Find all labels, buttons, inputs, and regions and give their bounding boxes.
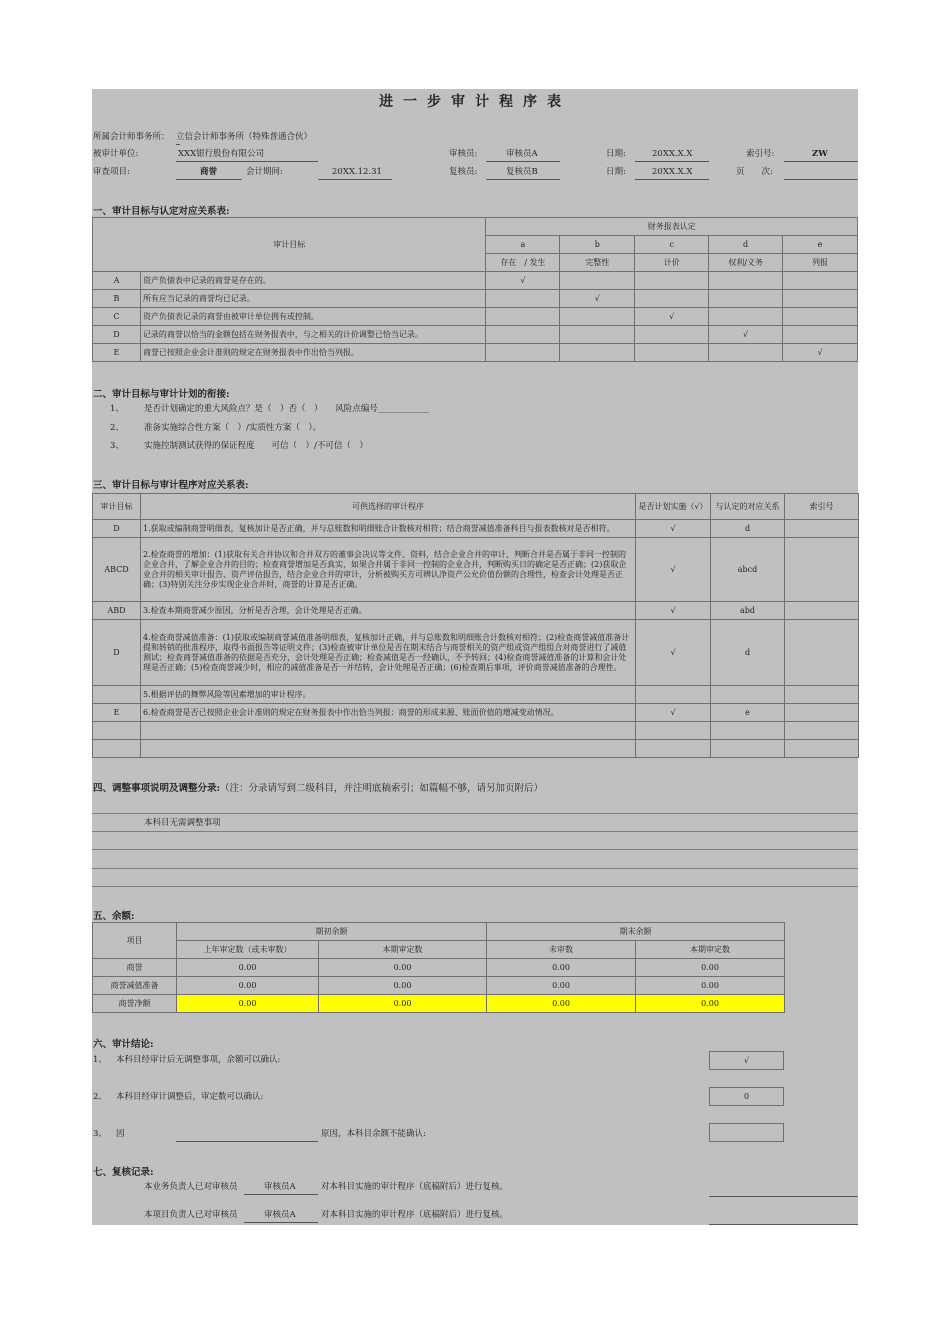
section2-title: 二、审计目标与审计计划的衔接: [93, 389, 230, 400]
procedure-row [93, 602, 859, 620]
row-mark [560, 272, 635, 290]
proc-goal: ABD [93, 602, 141, 620]
relation-header: 与认定的对应关系 [711, 494, 785, 520]
proc-index [785, 520, 859, 538]
s6-text-2: 本科目经审计调整后，审定数可以确认: [116, 1092, 264, 1102]
proc-relation [711, 722, 785, 740]
firm-label: 所属会计师事务所： [93, 132, 170, 142]
balance-name: 商誉 [93, 959, 177, 977]
adjust-line-1 [92, 813, 858, 814]
row-mark [709, 290, 783, 308]
procedure-row [93, 740, 859, 758]
procedure-row [93, 620, 859, 686]
balance-value: 0.00 [177, 977, 319, 995]
proc-goal: E [93, 704, 141, 722]
section4-title-text: 四、调整事项说明及调整分录: [93, 783, 221, 794]
balance-value: 0.00 [636, 959, 785, 977]
s6-num-3: 3、 [93, 1129, 107, 1139]
row-mark [783, 326, 858, 344]
proc-index [785, 686, 859, 704]
s2-num-1: 1、 [110, 404, 124, 414]
proc-text: 3.检查本期商誉减少原因，分析是否合理，会计处理是否正确。 [141, 602, 636, 620]
s6-text-1: 本科目经审计后无调整事项，余额可以确认: [116, 1055, 281, 1065]
row-mark [783, 308, 858, 326]
firm-value: 立信会计师事务所（特殊普通合伙） [176, 132, 313, 142]
section3-title: 三、审计目标与审计程序对应关系表: [93, 480, 249, 491]
closing-header: 期末余额 [487, 923, 785, 941]
row-mark [635, 290, 709, 308]
review-line2-post: 对本科目实施的审计程序（底稿附后）进行复核。 [321, 1210, 509, 1220]
proc-text: 6.检查商誉是否已按照企业会计准则的规定在财务报表中作出恰当列报：商誉的形成来源、账面价值的增减变动情况。 [141, 704, 636, 722]
s2-item-2: 准备实施综合性方案（ ）/实质性方案（ ）。 [144, 423, 322, 433]
row-mark [709, 308, 783, 326]
date2-label: 日期: [606, 167, 626, 177]
row-mark [486, 326, 560, 344]
letter-c: c [635, 236, 709, 254]
balance-table [92, 922, 785, 1013]
assertion-completeness: 完整性 [560, 254, 635, 272]
row-code: A [93, 272, 141, 290]
s2-num-2: 2、 [110, 423, 124, 433]
letter-e: e [783, 236, 858, 254]
procedure-table [92, 493, 859, 758]
review-line1-post: 对本科目实施的审计程序（底稿附后）进行复核。 [321, 1182, 509, 1192]
proc-goal [93, 740, 141, 758]
letter-a: a [486, 236, 560, 254]
balance-value: 0.00 [319, 977, 487, 995]
s6-num-1: 1、 [93, 1055, 107, 1065]
proc-plan: √ [636, 620, 711, 686]
sub-col-2: 本期审定数 [319, 941, 487, 959]
balance-value: 0.00 [487, 959, 636, 977]
row-goal-text: 记录的商誉以恰当的金额包括在财务报表中，与之相关的计价调整已恰当记录。 [140, 326, 486, 344]
section1-title: 一、审计目标与认定对应关系表: [93, 206, 230, 217]
sub-col-3: 未审数 [487, 941, 636, 959]
row-mark [709, 344, 783, 362]
s2-item-3: 实施控制测试获得的保证程度 可信（ ）/不可信（ ） [144, 441, 368, 451]
proc-plan: √ [636, 704, 711, 722]
row-mark [486, 308, 560, 326]
row-mark [486, 290, 560, 308]
row-mark [783, 290, 858, 308]
procedure-row [93, 686, 859, 704]
assertion-rights: 权利/义务 [709, 254, 783, 272]
letter-b: b [560, 236, 635, 254]
item-label: 审查项目: [93, 167, 130, 177]
assertion-presentation: 列报 [783, 254, 858, 272]
s6-text-3: 因 [116, 1129, 125, 1139]
period-value: 20XX.12.31 [332, 167, 382, 177]
assertion-group-header: 财务报表认定 [486, 218, 858, 236]
auditor-label: 审核员: [449, 149, 478, 159]
proc-index [785, 704, 859, 722]
proc-index-header: 索引号 [785, 494, 859, 520]
proc-plan [636, 740, 711, 758]
row-goal-text: 资产负债表中记录的商誉是存在的。 [140, 272, 486, 290]
row-mark [560, 344, 635, 362]
row-code: B [93, 290, 141, 308]
adjust-line-4 [92, 868, 858, 869]
proc-relation: abd [711, 602, 785, 620]
adjust-text: 本科目无需调整事项 [144, 818, 221, 828]
proc-relation: abcd [711, 538, 785, 602]
balance-value: 0.00 [487, 977, 636, 995]
page-label: 页 次: [736, 167, 773, 177]
balance-value: 0.00 [636, 977, 785, 995]
balance-value: 0.00 [177, 995, 319, 1013]
procedure-row [93, 520, 859, 538]
s6-text-3b: 原因，本科目余额不能确认: [321, 1129, 426, 1139]
proc-index [785, 740, 859, 758]
proc-plan: √ [636, 602, 711, 620]
balance-row [93, 959, 785, 977]
assertion-row [93, 290, 858, 308]
adjust-line-3 [92, 849, 858, 850]
assertion-valuation: 计价 [635, 254, 709, 272]
proc-goal: D [93, 620, 141, 686]
assertion-existence: 存在 / 发生 [486, 254, 560, 272]
proc-text: 2.检查商誉的增加：(1)获取有关合并协议和合并双方的董事会决议等文件、资料，结合企业合并的审计，判断合并是否属于非同一控制的企业合并，了解企业合并的目的；检查商誉增加是否真实，如果合并属于非同一控制的企业合并，判断购买日的确定是否正确；(2)获取企业合并的相关审计报告、资产评估报告，结合企业合并的审计，分析被购买方可辨认净资产公允价值份额的合理性，检查会计处理是否正确；(3)特别关注分步实现企业合并时，商誉的计算是否正确。 [141, 538, 636, 602]
opening-header: 期初余额 [177, 923, 487, 941]
balance-value: 0.00 [319, 959, 487, 977]
balance-value: 0.00 [319, 995, 487, 1013]
assertion-row [93, 344, 858, 362]
proc-index [785, 722, 859, 740]
proc-plan: √ [636, 520, 711, 538]
proc-text: 1.获取或编制商誉明细表，复核加计是否正确，并与总账数和明细账合计数核对相符；结合商誉减值准备科目与报表数核对是否相符。 [141, 520, 636, 538]
date2-value: 20XX.X.X [652, 167, 693, 177]
s2-item-1: 是否计划确定的重大风险点？是（ ）否（ ） 风险点编号____________ [144, 404, 429, 414]
balance-value: 0.00 [487, 995, 636, 1013]
proc-relation: d [711, 520, 785, 538]
section4-title [93, 780, 543, 794]
conclusion-box-2: 0 [709, 1087, 784, 1106]
row-mark: √ [486, 272, 560, 290]
row-mark [635, 326, 709, 344]
row-mark [560, 308, 635, 326]
proc-goal: D [93, 520, 141, 538]
conclusion-box-3 [709, 1123, 784, 1142]
balance-item-header: 项目 [93, 923, 177, 959]
section5-title: 五、余额: [93, 911, 135, 922]
auditor-value: 审核员A [506, 149, 538, 159]
balance-row [93, 995, 785, 1013]
assertion-table [92, 217, 858, 362]
row-code: D [93, 326, 141, 344]
reviewer-label: 复核员: [449, 167, 478, 177]
row-code: E [93, 344, 141, 362]
proc-goal-header: 审计目标 [93, 494, 141, 520]
entity-value: XXX银行股份有限公司 [178, 149, 265, 159]
balance-value: 0.00 [177, 959, 319, 977]
row-mark [783, 272, 858, 290]
procedure-row [93, 538, 859, 602]
adjust-line-2 [92, 831, 858, 832]
balance-row [93, 977, 785, 995]
proc-relation: d [711, 620, 785, 686]
row-mark: √ [635, 308, 709, 326]
row-mark [486, 344, 560, 362]
conclusion-box-1: √ [709, 1051, 784, 1070]
row-mark: √ [709, 326, 783, 344]
row-mark [635, 344, 709, 362]
procedure-row [93, 704, 859, 722]
row-goal-text: 资产负债表记录的商誉由被审计单位拥有或控制。 [140, 308, 486, 326]
proc-plan: √ [636, 538, 711, 602]
plan-header: 是否计划实施（√） [636, 494, 711, 520]
row-mark [635, 272, 709, 290]
proc-plan [636, 722, 711, 740]
proc-index [785, 620, 859, 686]
proc-goal: ABCD [93, 538, 141, 602]
row-mark: √ [783, 344, 858, 362]
proc-header: 可供选择的审计程序 [141, 494, 636, 520]
section6-title: 六、审计结论: [93, 1039, 154, 1050]
row-goal-text: 所有应当记录的商誉均已记录。 [140, 290, 486, 308]
assertion-row [93, 308, 858, 326]
proc-index [785, 602, 859, 620]
date-label: 日期: [606, 149, 626, 159]
row-mark: √ [560, 290, 635, 308]
proc-text [141, 722, 636, 740]
procedure-row [93, 722, 859, 740]
section4-note: （注：分录请写到二级科目，并注明底稿索引；如篇幅不够，请另加页附后） [220, 783, 544, 794]
proc-relation [711, 740, 785, 758]
review-line1-pre: 本业务负责人已对审核员 [144, 1182, 238, 1192]
balance-name: 商誉净额 [93, 995, 177, 1013]
proc-goal [93, 686, 141, 704]
index-label: 索引号: [746, 149, 775, 159]
proc-text [141, 740, 636, 758]
row-code: C [93, 308, 141, 326]
assertion-row [93, 326, 858, 344]
proc-goal [93, 722, 141, 740]
worksheet [92, 89, 858, 1225]
row-mark [709, 272, 783, 290]
period-label: 会计期间: [246, 167, 283, 177]
balance-name: 商誉减值准备 [93, 977, 177, 995]
letter-d: d [709, 236, 783, 254]
index-value: ZW [812, 149, 828, 159]
assertion-row [93, 272, 858, 290]
goal-header: 审计目标 [93, 218, 486, 272]
row-mark [560, 326, 635, 344]
balance-value: 0.00 [636, 995, 785, 1013]
reviewer-value: 复核员B [506, 167, 538, 177]
sub-col-4: 本期审定数 [636, 941, 785, 959]
review-line2-pre: 本项目负责人已对审核员 [144, 1210, 238, 1220]
date-value: 20XX.X.X [652, 149, 693, 159]
review-line2-name: 审核员A [264, 1210, 296, 1220]
s2-num-3: 3、 [110, 441, 124, 451]
proc-relation: e [711, 704, 785, 722]
proc-text: 4.检查商誉减值准备：(1)获取或编制商誉减值准备明细表，复核加计正确，并与总账数和明细账合计数核对相符；(2)检查商誉减值准备计提和转销的批准程序，取得书面报告等证明文件；(3)检查被审计单位是否在期末结合与商誉相关的资产组或资产组组合对商誉进行了减值测试；检查商誉减值准备的依据是否充分，会计处理是否正确；检查减值是否一经确认，不予转回；(4)检查商誉减值准备的计算和会计处理是否正确；(5)检查商誉减少时，相应的减值准备是否一并结转，会计处理是否正确；(6)检查期后事项，评价商誉减值准备的合理性。 [141, 620, 636, 686]
section7-title: 七、复核记录: [93, 1167, 154, 1178]
adjust-line-5 [92, 886, 858, 887]
row-goal-text: 商誉已按照企业会计准则的规定在财务报表中作出恰当列报。 [140, 344, 486, 362]
proc-plan [636, 686, 711, 704]
s6-num-2: 2、 [93, 1092, 107, 1102]
proc-index [785, 538, 859, 602]
proc-text: 5.根据评估的舞弊风险等因素增加的审计程序。 [141, 686, 636, 704]
item-value: 商誉 [200, 167, 218, 177]
page-title: 进一步审计程序表 [379, 94, 571, 110]
proc-relation [711, 686, 785, 704]
review-line1-name: 审核员A [264, 1182, 296, 1192]
entity-label: 被审计单位: [93, 149, 139, 159]
sub-col-1: 上年审定数（或未审数） [177, 941, 319, 959]
